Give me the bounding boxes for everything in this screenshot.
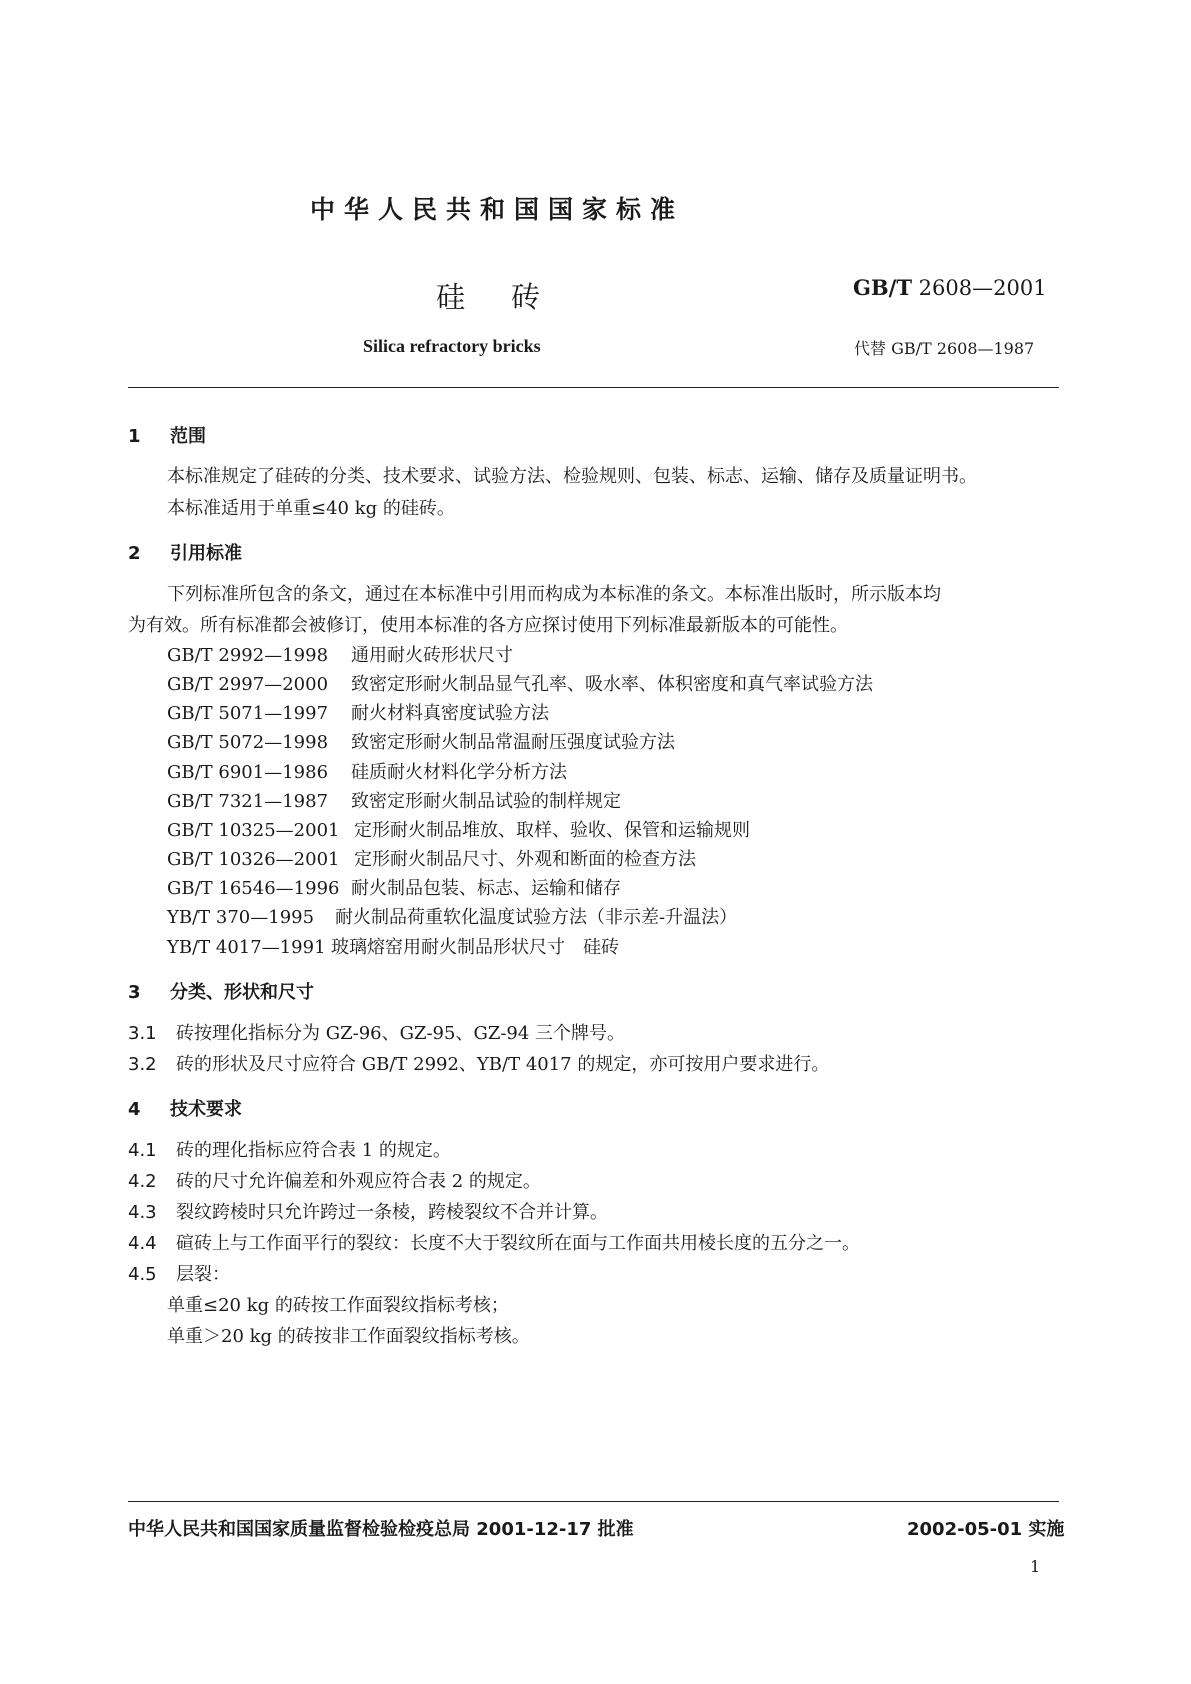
- document-title: 硅砖: [436, 280, 587, 314]
- section-number: 3: [128, 982, 141, 1003]
- section-3-heading: [128, 978, 314, 1004]
- clause-text: 裂纹跨棱时只允许跨过一条棱，跨棱裂纹不合并计算。: [176, 1202, 608, 1223]
- clause-item: [128, 1198, 608, 1224]
- sub-clause-line: 单重≤20 kg 的砖按工作面裂纹指标考核；: [167, 1295, 509, 1316]
- clause-number: 4.3: [128, 1202, 157, 1223]
- clause-item: [128, 1019, 625, 1045]
- clause-item: [128, 1260, 230, 1286]
- reference-code: YB/T 4017—1991: [167, 937, 326, 958]
- standard-number-value: 2608—2001: [918, 276, 1047, 300]
- clause-number: 3.2: [128, 1054, 157, 1075]
- reference-title: 致密定形耐火制品显气孔率、吸水率、体积密度和真气率试验方法: [351, 674, 873, 695]
- paragraph: 为有效。所有标准都会被修订，使用本标准的各方应探讨使用下列标准最新版本的可能性。: [128, 615, 848, 636]
- reference-code: GB/T 10325—2001: [167, 820, 340, 841]
- footer-divider: [128, 1501, 1059, 1502]
- reference-item: [167, 670, 873, 696]
- reference-code: GB/T 5072—1998: [167, 732, 329, 753]
- reference-code: GB/T 6901—1986: [167, 762, 329, 783]
- reference-title: 硅质耐火材料化学分析方法: [351, 762, 567, 783]
- replaces-standard: 代替 GB/T 2608—1987: [854, 339, 1035, 358]
- reference-title: 玻璃熔窑用耐火制品形状尺寸 硅砖: [331, 937, 619, 958]
- section-1-heading: [128, 422, 206, 448]
- standard-number: [853, 275, 1047, 300]
- reference-title: 致密定形耐火制品试验的制样规定: [351, 791, 621, 812]
- reference-title: 耐火制品包装、标志、运输和储存: [351, 878, 621, 899]
- section-4-heading: [128, 1095, 242, 1121]
- reference-item: [167, 758, 567, 784]
- english-title: Silica refractory bricks: [363, 336, 541, 356]
- section-number: 4: [128, 1099, 141, 1120]
- reference-code: GB/T 7321—1987: [167, 791, 329, 812]
- page-number: 1: [1030, 1557, 1041, 1576]
- reference-code: GB/T 2997—2000: [167, 674, 329, 695]
- reference-item: [167, 933, 619, 959]
- clause-text: 层裂：: [176, 1264, 230, 1285]
- reference-item: [167, 787, 621, 813]
- section-number: 1: [128, 426, 141, 447]
- reference-title: 定形耐火制品堆放、取样、验收、保管和运输规则: [354, 820, 750, 841]
- reference-title: 定形耐火制品尺寸、外观和断面的检查方法: [354, 849, 696, 870]
- header-divider: [128, 387, 1059, 388]
- clause-text: 砖按理化指标分为 GZ-96、GZ-95、GZ-94 三个牌号。: [176, 1023, 626, 1044]
- clause-item: [128, 1229, 860, 1255]
- reference-code: GB/T 10326—2001: [167, 849, 340, 870]
- standard-type-heading: 中华人民共和国国家标准: [310, 195, 685, 224]
- clause-number: 3.1: [128, 1023, 157, 1044]
- clause-number: 4.5: [128, 1264, 157, 1285]
- reference-item: [167, 874, 621, 900]
- effective-date: 2002-05-01 实施: [907, 1519, 1065, 1540]
- paragraph: 本标准适用于单重≤40 kg 的硅砖。: [167, 498, 455, 519]
- reference-code: YB/T 370—1995: [167, 907, 315, 928]
- section-title: 范围: [170, 426, 206, 447]
- clause-item: [128, 1050, 829, 1076]
- reference-code: GB/T 2992—1998: [167, 645, 329, 666]
- reference-item: [167, 641, 513, 667]
- paragraph: 下列标准所包含的条文，通过在本标准中引用而构成为本标准的条文。本标准出版时，所示版本均: [167, 584, 941, 605]
- clause-text: 碹砖上与工作面平行的裂纹：长度不大于裂纹所在面与工作面共用棱长度的五分之一。: [176, 1233, 860, 1254]
- section-title: 引用标准: [170, 543, 242, 564]
- reference-title: 耐火材料真密度试验方法: [351, 703, 549, 724]
- reference-code: GB/T 5071—1997: [167, 703, 329, 724]
- approval-statement: 中华人民共和国国家质量监督检验检疫总局 2001-12-17 批准: [128, 1519, 634, 1540]
- clause-item: [128, 1136, 451, 1162]
- section-number: 2: [128, 543, 141, 564]
- reference-title: 通用耐火砖形状尺寸: [351, 645, 513, 666]
- reference-item: [167, 816, 750, 842]
- section-title: 分类、形状和尺寸: [170, 982, 314, 1003]
- paragraph: 本标准规定了硅砖的分类、技术要求、试验方法、检验规则、包装、标志、运输、储存及质量证明书。: [167, 466, 977, 487]
- reference-title: 耐火制品荷重软化温度试验方法（非示差-升温法）: [335, 907, 738, 928]
- reference-item: [167, 845, 696, 871]
- reference-item: [167, 699, 549, 725]
- clause-text: 砖的理化指标应符合表 1 的规定。: [176, 1140, 451, 1161]
- clause-number: 4.1: [128, 1140, 157, 1161]
- clause-item: [128, 1167, 541, 1193]
- reference-item: [167, 903, 737, 929]
- section-title: 技术要求: [170, 1099, 242, 1120]
- section-2-heading: [128, 539, 242, 565]
- reference-title: 致密定形耐火制品常温耐压强度试验方法: [351, 732, 675, 753]
- clause-text: 砖的形状及尺寸应符合 GB/T 2992、YB/T 4017 的规定，亦可按用户要求进行。: [176, 1054, 830, 1075]
- reference-item: [167, 728, 675, 754]
- sub-clause-line: 单重＞20 kg 的砖按非工作面裂纹指标考核。: [167, 1326, 530, 1347]
- reference-code: GB/T 16546—1996: [167, 878, 340, 899]
- clause-number: 4.2: [128, 1171, 157, 1192]
- clause-number: 4.4: [128, 1233, 157, 1254]
- standard-prefix: GB/T: [853, 275, 912, 300]
- clause-text: 砖的尺寸允许偏差和外观应符合表 2 的规定。: [176, 1171, 541, 1192]
